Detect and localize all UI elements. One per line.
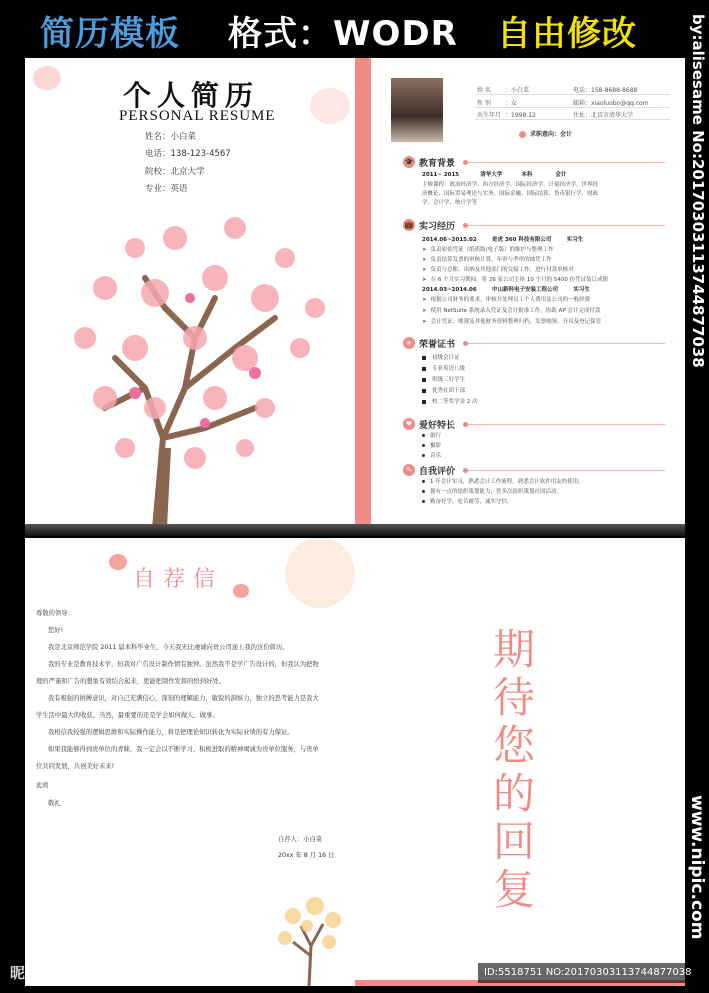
field-birth: 出生年月 ：1998.12 [477,112,536,119]
letter-date: 20xx 年 8 月 16 日 [278,852,335,859]
arrow-icon: ➤ [422,308,427,314]
accent-bar [355,58,371,524]
eval-text: 勤奋好学，吃苦耐劳，诚实守信。 [430,499,513,505]
letter-hello: 您好! [48,627,64,634]
label: 住址 [573,112,586,119]
field-email: 邮箱：xiaoluobo@qq.com [573,100,649,107]
section-line [465,343,665,344]
eval-item [422,498,513,506]
closing-vertical-text: 期待您的回复 [493,625,536,914]
bullet-icon [422,389,426,393]
label: 姓 名 [477,87,491,94]
bullet-icon [422,490,425,493]
blossom-decoration [109,554,127,570]
eval-item [422,488,562,496]
award-item [422,398,478,406]
section-line [465,225,665,226]
section-title: 爱好特长 [419,421,456,431]
profile-photo [391,78,443,142]
banner-left: 简历模板 [40,14,180,54]
heart-icon: ♥ [403,418,415,430]
arrow-icon: ➤ [422,267,427,273]
bullet-icon [422,480,425,483]
letter-closing: 此致 [36,782,49,789]
letter-line: 我的专业是教育技术学，但我对广告设计制作情有独钟。虽然我不是学广告设计的，但我认为把物 [48,661,319,668]
hobby-item [422,432,441,440]
resume-detail-page [355,58,685,524]
blossom-decoration [233,584,249,598]
award-item [422,387,465,395]
job-item [422,246,553,254]
job-period: 2014.06~2015.02 [422,237,477,243]
job-item [422,266,574,274]
bullet-icon [422,367,426,371]
award-text: 专业英语八级 [432,366,466,372]
award-item [422,376,465,384]
id-bar: ID:5518751 NO:20170303113744877038 [478,963,692,983]
letter-line: 我是北京师范学院 2011 届本科毕业生，今天我无比虔诚向贵公司递上我的这份简历。 [48,644,289,651]
hobby-text: 摄影 [430,443,442,449]
medal-icon: ★ [403,337,415,349]
letter-line: 位共同发展，共创美好未来! [36,763,115,770]
section-line [465,470,665,471]
bullet-icon [422,400,426,404]
job-item-text: 负责原始凭证（纸质版/电子版）的维护与整理工作 [430,247,554,253]
page-subtitle: PERSONAL RESUME [119,108,276,124]
value: 1998.12 [511,112,536,119]
bullet-icon [422,378,426,382]
section-line [465,424,665,425]
letter-line: 如果我能够得到贵单位的青睐，我一定会以不断学习、积极进取的精神竭诚为贵单位服务，与贵单 [48,746,319,753]
info-phone: 电话：138-123-4567 [145,149,231,159]
briefcase-icon: 💼 [404,221,414,229]
blossom-tree-illustration [45,198,345,524]
blossom-decoration [285,538,355,608]
award-item [422,354,460,362]
label: 电话 [573,87,586,94]
arrow-icon: ➤ [422,257,427,263]
edu-major: 会计 [555,172,567,178]
job-item [422,296,590,304]
edu-degree: 本科 [521,172,533,178]
bullet-icon [422,500,425,503]
letter-line: 学生活中最大的收获。当然，最重要的还是学会如何做人、做事。 [36,712,219,719]
job-item [422,318,601,326]
info-school: 院校：北京大学 [145,167,205,177]
section-line [465,162,665,163]
arrow-icon: ➤ [422,247,427,253]
field-name: 姓 名 ：小白菜 [477,87,530,94]
cover-letter-page [25,538,355,986]
small-tree-illustration [263,876,355,986]
field-address: 住址：北京市清华大学 [573,112,634,119]
banner [0,0,709,55]
value: 北京市清华大学 [591,112,634,119]
bullet-icon [422,444,425,447]
side-watermark-site: www.nipic.com [687,795,707,940]
job-intent-text: 求职意向：会计 [530,131,573,138]
job-intent [519,129,572,138]
label: 邮箱 [573,100,586,107]
job-company: 中山新科电子安装工程公司 [492,287,559,293]
job-item [422,307,600,315]
eval-item [422,478,584,486]
award-text: 校二等奖学金 2 次 [432,399,478,405]
edu-school: 清华大学 [480,172,503,178]
job-item-text: 在 6 个月实习期间，将 26 家公司主体 10 个月的 5400 份凭证装订成册 [430,277,609,283]
section-title: 自我评价 [419,467,456,477]
award-text: 优秀社团干部 [432,388,466,394]
info-name: 姓名：小白菜 [145,132,197,142]
hobby-item [422,442,441,450]
bullet-icon [422,356,426,360]
field-phone: 电话：158-8688-8688 [573,87,638,94]
side-watermark: by:alisesame No:20170303113744877038 [689,14,707,368]
job-item-text: 根据公司财务的要求，审核并处理员工个人费用及公司的一般经费 [430,297,591,303]
letter-signer: 自荐人：小白菜 [278,836,323,843]
job-item-text: 会计凭证、账簿及其他财务资料整理归档，发票购领、开具及登记保管 [430,319,602,325]
divider [475,119,670,120]
job-role: 实习生 [573,287,590,293]
eval-text: 拥有一点的组织策划能力，曾多次组织策划社团活动。 [430,489,563,495]
job-period: 2014.03~2014.06 [422,287,477,293]
letter-salute: 敬礼 [48,800,61,807]
award-text: 初级会计证 [432,355,460,361]
bottom-watermark: 昵图网 www.nipic.com [10,964,188,982]
award-text: 班级三好学生 [432,377,466,383]
divider [475,107,670,108]
section-title: 教育背景 [419,159,456,169]
job-item-text: 负责结算发票的审核计算，年审与季审的抽凭工作 [430,257,552,263]
page-title: 个人简历 [123,79,260,112]
letter-line: 我相信我较强的逻辑思维和实际操作能力，将是把理论知识转化为实际业绩的有力保证。 [48,729,294,736]
job-role: 实习生 [566,237,584,243]
closing-page [355,538,685,986]
letter-line: 我有极强的拼搏意识，对自己充满信心，深刻的理解能力，敏锐的洞察力，独立的思考能力是我大 [48,695,319,702]
field-gender: 性 别 ：女 [477,100,518,107]
value: xiaoluobo@qq.com [591,100,649,107]
arrow-icon: ➤ [422,319,427,325]
eval-text: 1 年会计实习，熟悉会计工作流程，熟悉会计软件用友的使用。 [430,479,584,485]
job-header [422,236,583,244]
arrow-icon: ➤ [422,277,427,283]
job-item [422,256,552,264]
bullet-icon [422,454,425,457]
value: 女 [511,100,518,107]
bullet-icon [422,434,425,437]
dot-icon [519,131,526,138]
resume-cover-page [25,58,355,524]
edu-line: 学、会计学、统计学等 [422,200,478,206]
label: 性 别 [477,100,491,107]
letter-line: 理的严谨和广告的想象有效结合起来，更能把制作发挥的恰到好处。 [36,678,225,685]
hobby-item [422,452,441,460]
award-item [422,365,465,373]
section-title: 实习经历 [419,222,456,232]
value: 小白菜 [511,87,530,94]
job-header [422,286,590,294]
blossom-decoration [310,88,350,124]
pencil-icon: ✎ [403,464,415,476]
info-major: 专业：英语 [145,184,188,194]
graduation-cap-icon: 🎓 [404,158,414,166]
letter-title: 自荐信 [133,567,224,592]
education-header [422,171,566,179]
hobby-text: 音乐 [430,453,442,459]
page-shadow [25,524,685,536]
blossom-decoration [33,66,61,90]
job-company: 奇虎 360 科技有限公司 [492,237,552,243]
section-title: 荣誉证书 [419,340,456,350]
edu-line: 济概论、国际贸易理论与实务、国际金融、国际结算、货币银行学、财政 [422,191,599,197]
job-item-text: 负责与总账、出纳及其他部门的交接工作，进行付款单核对 [430,267,574,273]
banner-right: 自由修改 [497,14,637,54]
job-item-text: 使用 NetSuite 系统录入凭证及会计批准工作，协助 AP 会计完成付款 [430,308,601,314]
job-item [422,276,608,284]
banner-middle: 格式：WODR [228,14,458,54]
edu-line: 主修课程：政治经济学、西方经济学、国际经济学、计量经济学、世界经 [422,182,599,188]
divider [475,94,670,95]
letter-greeting: 尊敬的领导： [36,610,74,617]
arrow-icon: ➤ [422,297,427,303]
hobby-text: 旅行 [430,433,442,439]
edu-period: 2011~ 2015 [422,172,460,178]
value: 158-8688-8688 [591,87,638,94]
label: 出生年月 [477,112,502,119]
